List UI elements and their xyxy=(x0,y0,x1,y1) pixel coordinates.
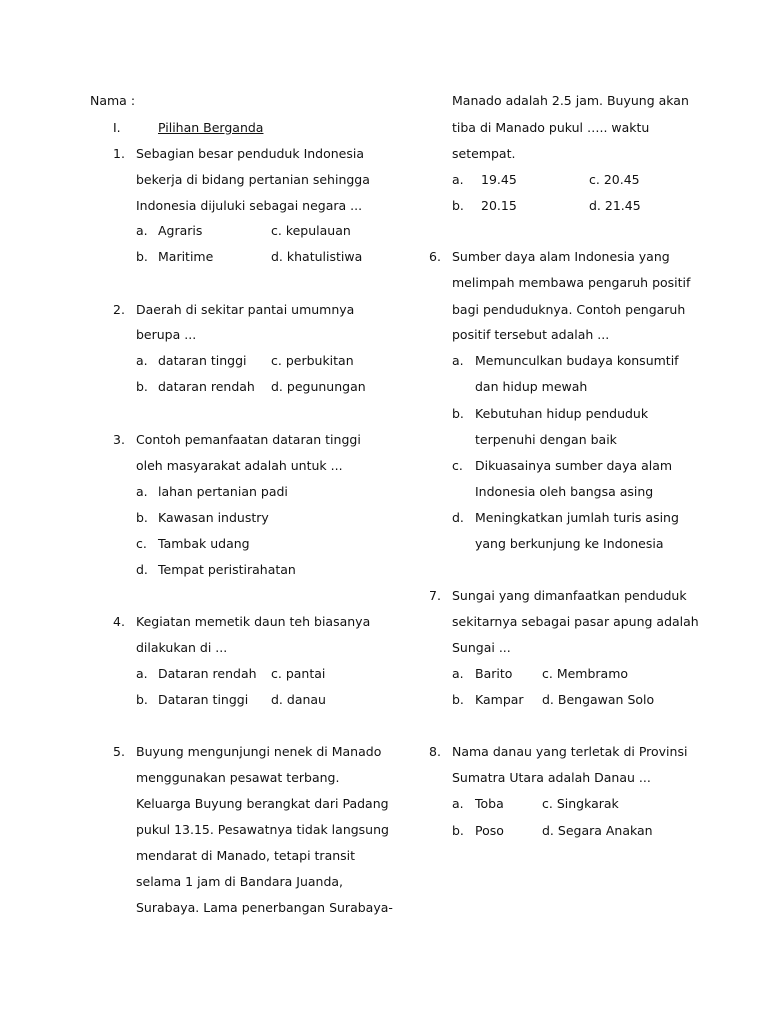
question-text-line: selama 1 jam di Bandara Juanda, xyxy=(136,874,344,889)
option-letter: b. xyxy=(136,249,148,264)
option-letter: d. xyxy=(452,510,464,525)
option-letter: b. xyxy=(452,823,464,838)
question-text-line: melimpah membawa pengaruh positif xyxy=(452,275,691,290)
option-d: d. Bengawan Solo xyxy=(542,692,655,707)
option-text: Tempat peristirahatan xyxy=(158,562,296,577)
section-title: Pilihan Berganda xyxy=(158,120,264,135)
question-text-line: Surabaya. Lama penerbangan Surabaya- xyxy=(136,900,393,915)
option-letter: a. xyxy=(452,796,464,811)
option-letter: b. xyxy=(136,692,148,707)
option-letter: c. xyxy=(136,536,147,551)
option-letter: b. xyxy=(452,692,464,707)
question-text-line: Manado adalah 2.5 jam. Buyung akan xyxy=(452,93,689,108)
option-text: Agraris xyxy=(158,223,203,238)
option-text: yang berkunjung ke Indonesia xyxy=(475,536,664,551)
option-text: Poso xyxy=(475,823,504,838)
option-text: Toba xyxy=(475,796,504,811)
option-c: c. kepulauan xyxy=(271,223,351,238)
option-text: Tambak udang xyxy=(158,536,250,551)
question-text-line: Keluarga Buyung berangkat dari Padang xyxy=(136,796,389,811)
name-label: Nama : xyxy=(90,93,136,108)
option-d: d. pegunungan xyxy=(271,379,366,394)
option-c: c. Membramo xyxy=(542,666,629,681)
question-text-line: Indonesia dijuluki sebagai negara ... xyxy=(136,198,363,213)
option-letter: a. xyxy=(136,353,148,368)
option-letter: b. xyxy=(136,379,148,394)
question-text-line: bekerja di bidang pertanian sehingga xyxy=(136,172,370,187)
question-text-line: sekitarnya sebagai pasar apung adalah xyxy=(452,614,699,629)
question-number: 5. xyxy=(113,744,125,759)
question-text-line: Kegiatan memetik daun teh biasanya xyxy=(136,614,371,629)
section-number: I. xyxy=(113,120,121,135)
question-text-line: Buyung mengunjungi nenek di Manado xyxy=(136,744,382,759)
question-text-line: Daerah di sekitar pantai umumnya xyxy=(136,302,355,317)
question-text-line: berupa ... xyxy=(136,327,197,342)
option-text: 19.45 xyxy=(481,172,517,187)
option-letter: d. xyxy=(136,562,148,577)
option-text: terpenuhi dengan baik xyxy=(475,432,617,447)
option-text: Dataran tinggi xyxy=(158,692,249,707)
question-text-line: Sungai yang dimanfaatkan penduduk xyxy=(452,588,687,603)
option-d: d. Segara Anakan xyxy=(542,823,653,838)
question-text-line: setempat. xyxy=(452,146,516,161)
question-text-line: positif tersebut adalah ... xyxy=(452,327,610,342)
option-text: dan hidup mewah xyxy=(475,379,588,394)
option-c: c. 20.45 xyxy=(589,172,640,187)
option-letter: b. xyxy=(452,406,464,421)
option-letter: a. xyxy=(136,666,148,681)
option-text: lahan pertanian padi xyxy=(158,484,288,499)
option-letter: b. xyxy=(136,510,148,525)
question-number: 7. xyxy=(429,588,441,603)
question-text-line: Sumber daya alam Indonesia yang xyxy=(452,249,670,264)
option-text: dataran tinggi xyxy=(158,353,247,368)
question-text-line: Nama danau yang terletak di Provinsi xyxy=(452,744,688,759)
question-text-line: bagi penduduknya. Contoh pengaruh xyxy=(452,302,686,317)
question-number: 3. xyxy=(113,432,125,447)
question-text-line: pukul 13.15. Pesawatnya tidak langsung xyxy=(136,822,389,837)
question-text-line: Sebagian besar penduduk Indonesia xyxy=(136,146,365,161)
option-letter: a. xyxy=(452,172,464,187)
option-letter: a. xyxy=(136,223,148,238)
question-number: 8. xyxy=(429,744,441,759)
question-text-line: dilakukan di ... xyxy=(136,640,228,655)
option-text: Kebutuhan hidup penduduk xyxy=(475,406,649,421)
option-text: Indonesia oleh bangsa asing xyxy=(475,484,654,499)
option-d: d. danau xyxy=(271,692,326,707)
question-number: 6. xyxy=(429,249,441,264)
option-letter: a. xyxy=(452,353,464,368)
option-text: Dataran rendah xyxy=(158,666,257,681)
question-text-line: Contoh pemanfaatan dataran tinggi xyxy=(136,432,361,447)
option-text: dataran rendah xyxy=(158,379,255,394)
option-text: Memunculkan budaya konsumtif xyxy=(475,353,679,368)
option-text: 20.15 xyxy=(481,198,517,213)
option-text: Maritime xyxy=(158,249,214,264)
question-number: 2. xyxy=(113,302,125,317)
option-d: d. 21.45 xyxy=(589,198,641,213)
option-letter: a. xyxy=(136,484,148,499)
question-text-line: Sungai ... xyxy=(452,640,511,655)
question-text-line: tiba di Manado pukul ….. waktu xyxy=(452,120,650,135)
question-text-line: menggunakan pesawat terbang. xyxy=(136,770,340,785)
option-d: d. khatulistiwa xyxy=(271,249,363,264)
option-c: c. Singkarak xyxy=(542,796,619,811)
option-text: Kampar xyxy=(475,692,524,707)
question-text-line: Sumatra Utara adalah Danau ... xyxy=(452,770,651,785)
option-text: Meningkatkan jumlah turis asing xyxy=(475,510,679,525)
question-text-line: mendarat di Manado, tetapi transit xyxy=(136,848,356,863)
option-letter: b. xyxy=(452,198,464,213)
option-letter: a. xyxy=(452,666,464,681)
option-text: Dikuasainya sumber daya alam xyxy=(475,458,673,473)
option-text: Kawasan industry xyxy=(158,510,269,525)
question-text-line: oleh masyarakat adalah untuk ... xyxy=(136,458,343,473)
option-c: c. perbukitan xyxy=(271,353,354,368)
option-letter: c. xyxy=(452,458,463,473)
question-number: 4. xyxy=(113,614,125,629)
option-text: Barito xyxy=(475,666,513,681)
question-number: 1. xyxy=(113,146,125,161)
option-c: c. pantai xyxy=(271,666,326,681)
